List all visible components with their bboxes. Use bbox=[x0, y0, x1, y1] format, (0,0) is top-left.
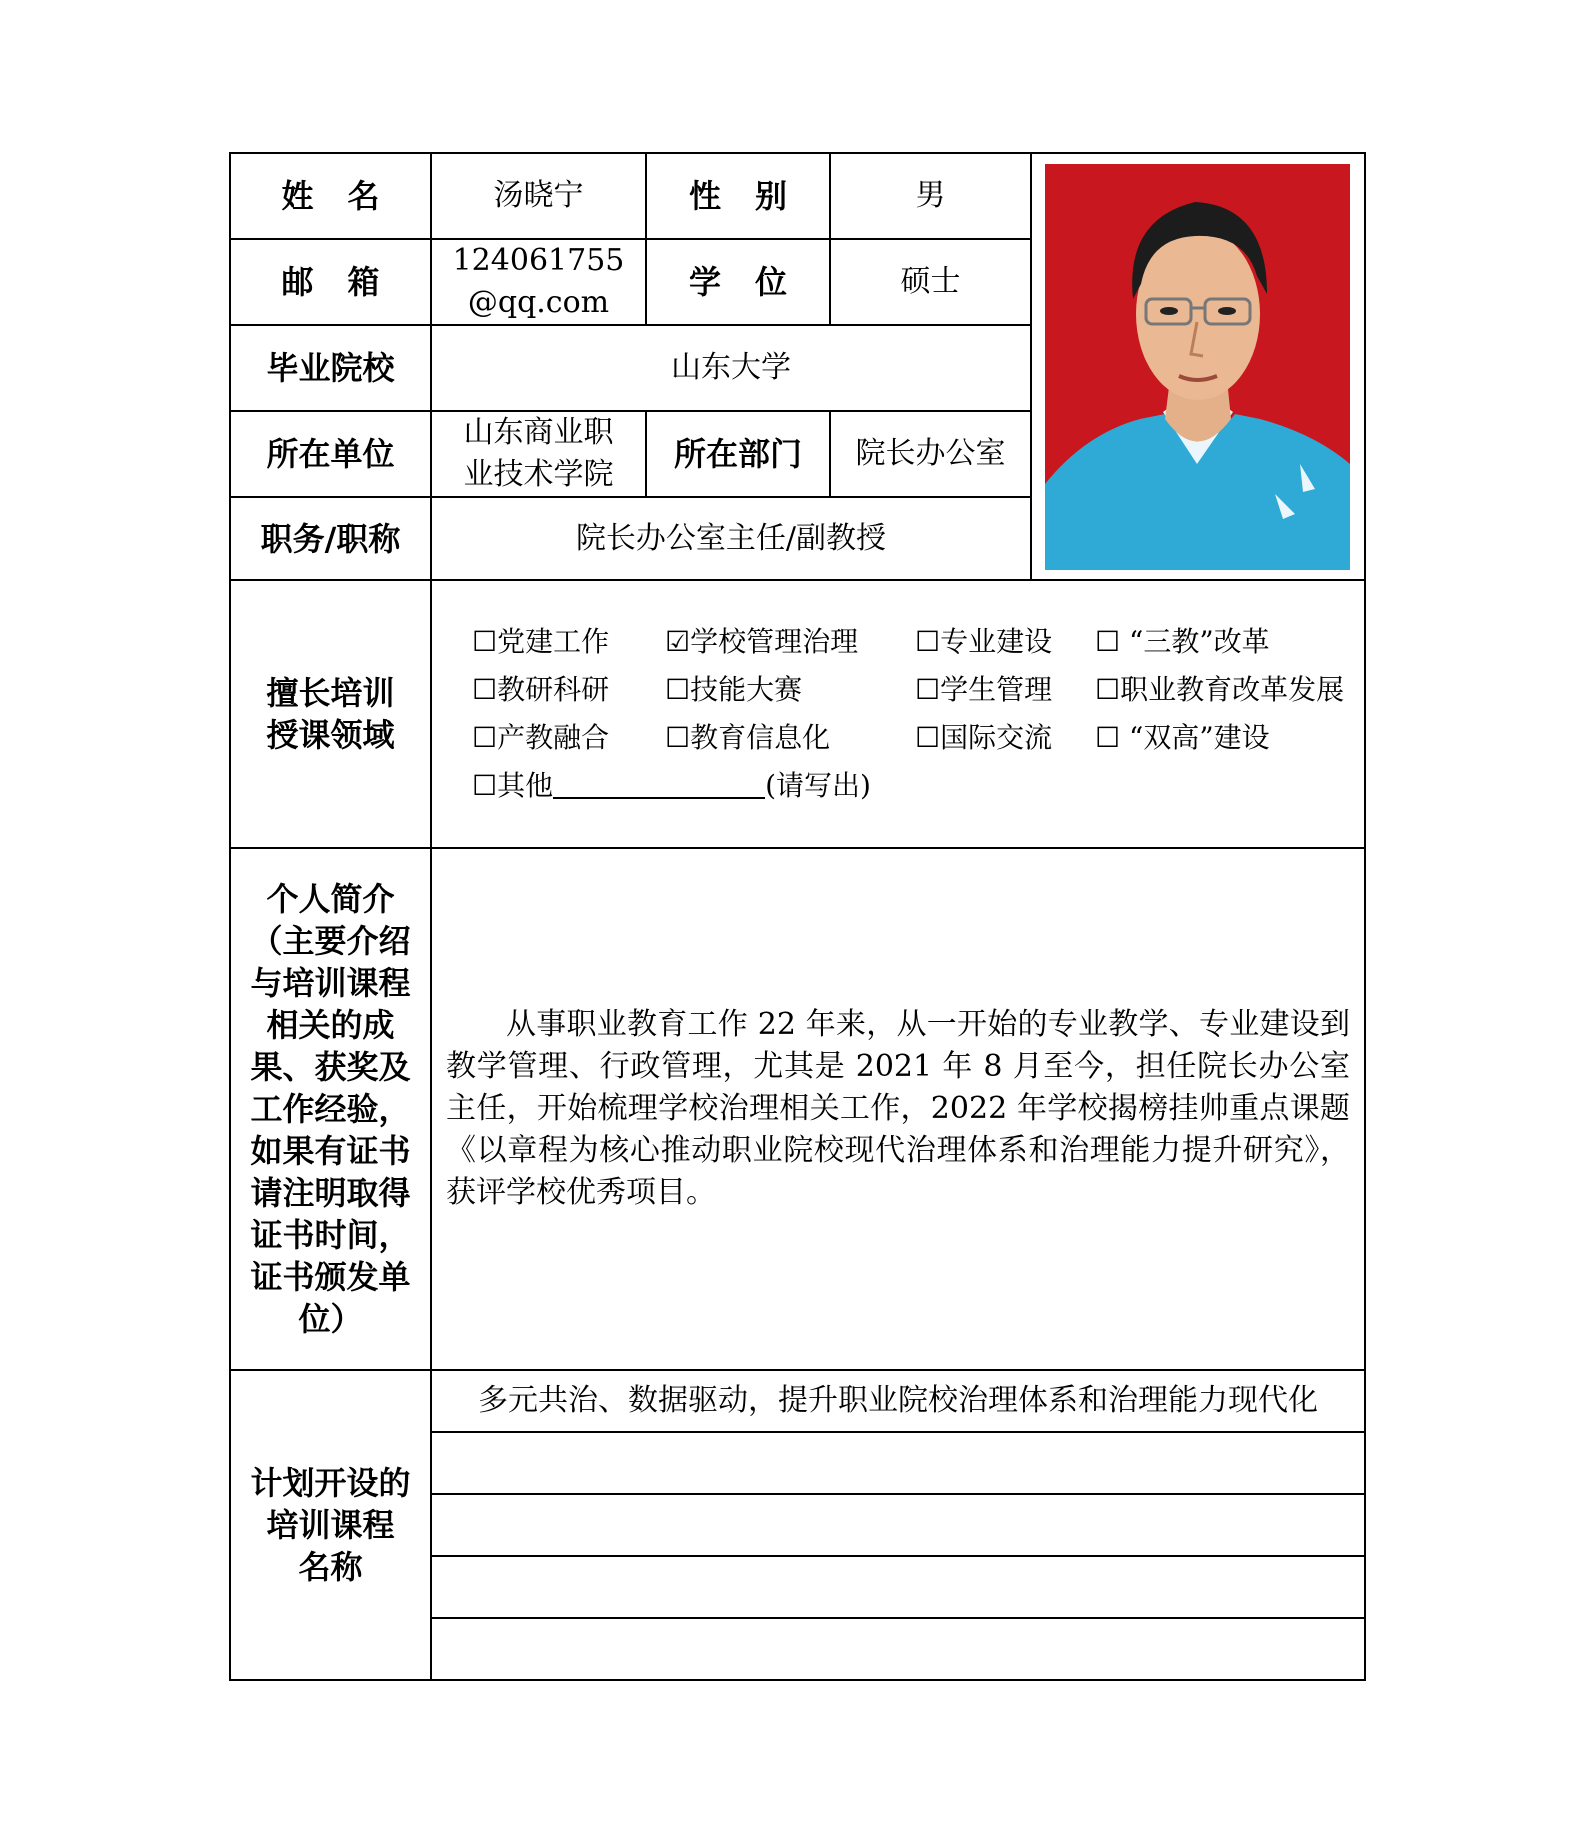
unit-value bbox=[431, 411, 646, 497]
checkbox-unchecked-icon: ☐ bbox=[1095, 625, 1121, 658]
expertise-checkbox[interactable] bbox=[1095, 618, 1270, 666]
degree-value: 硕士 bbox=[830, 239, 1031, 325]
course-row-2 bbox=[431, 1432, 1365, 1494]
intro-label bbox=[230, 848, 431, 1370]
checkbox-unchecked-icon: ☐ bbox=[472, 673, 498, 706]
other-checkbox[interactable] bbox=[472, 762, 553, 810]
email-label: 邮箱 bbox=[230, 239, 431, 325]
expertise-checkbox[interactable] bbox=[665, 714, 915, 762]
checkbox-unchecked-icon: ☐ bbox=[1095, 673, 1121, 706]
expertise-row bbox=[472, 618, 1364, 666]
expertise-label-line-2: 授课领域 bbox=[266, 716, 395, 754]
expertise-checkbox[interactable] bbox=[472, 618, 665, 666]
expertise-row bbox=[472, 714, 1364, 762]
checkbox-unchecked-icon: ☐ bbox=[915, 625, 941, 658]
gender-value: 男 bbox=[830, 153, 1031, 239]
expertise-checkbox-label: 国际交流 bbox=[940, 721, 1053, 754]
label-line: 请注明取得 bbox=[250, 1174, 411, 1212]
title-label: 职务/职称 bbox=[230, 497, 431, 580]
expertise-checkbox-label: 产教融合 bbox=[497, 721, 610, 754]
expertise-checkbox[interactable] bbox=[665, 666, 915, 714]
expertise-checkbox-label: “三教”改革 bbox=[1120, 625, 1270, 658]
label-line: 相关的成 bbox=[266, 1006, 395, 1044]
expertise-checkbox-label: 职业教育改革发展 bbox=[1120, 673, 1345, 706]
expertise-checkbox-grid bbox=[472, 618, 1364, 762]
intro-text: 从事职业教育工作 22 年来，从一开始的专业教学、专业建设到教学管理、行政管理，尤其是 2021 年 8 月至今，担任院长办公室主任，开始梳理学校治理相关工作，2022 年学校揭榜挂帅重点课题《以章程为核心推动职业院校现代治理体系和治理能力提升研究》，获评学校优秀项目。 bbox=[446, 1007, 1350, 1210]
expertise-checkbox[interactable] bbox=[1095, 714, 1270, 762]
expertise-checkbox[interactable] bbox=[915, 714, 1095, 762]
expertise-checkbox-label: 技能大赛 bbox=[690, 673, 803, 706]
dept-value: 院长办公室 bbox=[830, 411, 1031, 497]
label-line: 工作经验， bbox=[250, 1090, 411, 1128]
label-line: 位） bbox=[298, 1300, 363, 1338]
course-row-5 bbox=[431, 1618, 1365, 1680]
other-suffix: (请写出) bbox=[765, 769, 871, 802]
expertise-checkbox-label: 教研科研 bbox=[497, 673, 610, 706]
checkbox-unchecked-icon: ☐ bbox=[915, 721, 941, 754]
label-line: 个人简介 bbox=[266, 880, 395, 918]
email-line-2: @qq.com bbox=[467, 285, 610, 320]
portrait-photo bbox=[1045, 164, 1350, 570]
label-line: 与培训课程 bbox=[250, 964, 411, 1002]
expertise-checkbox[interactable] bbox=[472, 666, 665, 714]
checkbox-unchecked-icon: ☐ bbox=[472, 721, 498, 754]
expertise-checkbox-label: 专业建设 bbox=[940, 625, 1053, 658]
name-label: 姓名 bbox=[230, 153, 431, 239]
expertise-checkbox-label: “双高”建设 bbox=[1120, 721, 1270, 754]
courses-label bbox=[230, 1370, 431, 1680]
dept-label: 所在部门 bbox=[646, 411, 830, 497]
label-line: 名称 bbox=[298, 1548, 363, 1586]
title-value: 院长办公室主任/副教授 bbox=[431, 497, 1031, 580]
checkbox-unchecked-icon: ☐ bbox=[472, 625, 498, 658]
checkbox-unchecked-icon: ☐ bbox=[665, 673, 691, 706]
checkbox-unchecked-icon: ☐ bbox=[665, 721, 691, 754]
expertise-checkbox[interactable] bbox=[665, 618, 915, 666]
course-row-1: 多元共治、数据驱动，提升职业院校治理体系和治理能力现代化 bbox=[431, 1370, 1365, 1432]
unit-line-1: 山东商业职 bbox=[463, 415, 614, 450]
course-row-4 bbox=[431, 1556, 1365, 1618]
school-label: 毕业院校 bbox=[230, 325, 431, 411]
expertise-label-line-1: 擅长培训 bbox=[266, 674, 395, 712]
courses-label-lines bbox=[231, 1462, 430, 1588]
label-line: 如果有证书 bbox=[250, 1132, 411, 1170]
email-line-1: 124061755 bbox=[452, 243, 625, 278]
expertise-checkbox[interactable] bbox=[472, 714, 665, 762]
expertise-checkbox[interactable] bbox=[1095, 666, 1344, 714]
intro-text-cell bbox=[431, 848, 1365, 1370]
expertise-other-row bbox=[472, 762, 1364, 810]
gender-label: 性别 bbox=[646, 153, 830, 239]
photo-cell bbox=[1031, 153, 1365, 580]
unit-line-2: 业技术学院 bbox=[463, 457, 614, 492]
expertise-checkbox-label: 教育信息化 bbox=[690, 721, 831, 754]
school-value: 山东大学 bbox=[431, 325, 1031, 411]
other-label: 其他 bbox=[497, 769, 554, 802]
label-line: （主要介绍 bbox=[250, 922, 411, 960]
label-line: 证书颁发单 bbox=[250, 1258, 411, 1296]
expertise-checkbox[interactable] bbox=[915, 666, 1095, 714]
checkbox-checked-icon: ☑ bbox=[665, 625, 691, 658]
expertise-checkbox-label: 学校管理治理 bbox=[690, 625, 859, 658]
name-value: 汤晓宁 bbox=[431, 153, 646, 239]
profile-form bbox=[229, 152, 1366, 1681]
expertise-checkbox-label: 党建工作 bbox=[497, 625, 610, 658]
expertise-checkbox[interactable] bbox=[915, 618, 1095, 666]
unit-label: 所在单位 bbox=[230, 411, 431, 497]
email-value bbox=[431, 239, 646, 325]
expertise-areas bbox=[431, 580, 1365, 848]
expertise-row bbox=[472, 666, 1364, 714]
other-blank-field[interactable] bbox=[553, 765, 765, 799]
checkbox-unchecked-icon: ☐ bbox=[915, 673, 941, 706]
label-line: 计划开设的 bbox=[250, 1464, 411, 1502]
course-row-3 bbox=[431, 1494, 1365, 1556]
label-line: 证书时间， bbox=[250, 1216, 411, 1254]
expertise-checkbox-label: 学生管理 bbox=[940, 673, 1053, 706]
label-line: 果、获奖及 bbox=[250, 1048, 411, 1086]
intro-label-lines bbox=[237, 878, 424, 1340]
checkbox-unchecked-icon: ☐ bbox=[472, 769, 498, 802]
expertise-label bbox=[230, 580, 431, 848]
checkbox-unchecked-icon: ☐ bbox=[1095, 721, 1121, 754]
degree-label: 学位 bbox=[646, 239, 830, 325]
label-line: 培训课程 bbox=[266, 1506, 395, 1544]
